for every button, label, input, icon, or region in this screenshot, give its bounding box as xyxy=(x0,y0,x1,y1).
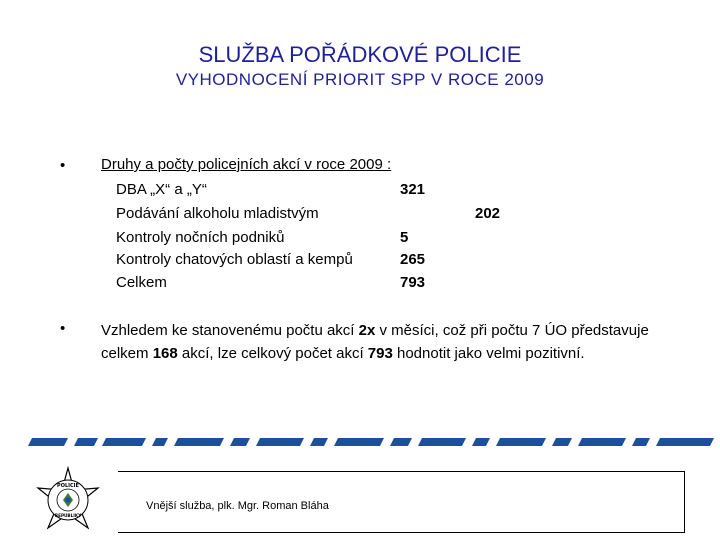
row-value-dba: 321 xyxy=(400,181,426,198)
row-value-camps: 265 xyxy=(400,251,426,268)
bullet-marker: • xyxy=(60,157,66,174)
row-value-night-clubs: 5 xyxy=(400,229,409,246)
page-title: SLUŽBA POŘÁDKOVÉ POLICIE xyxy=(198,42,522,67)
police-badge-logo xyxy=(34,466,102,534)
page-subtitle: VYHODNOCENÍ PRIORIT SPP V ROCE 2009 xyxy=(175,70,545,89)
row-value-total: 793 xyxy=(400,274,426,291)
row-label-camps: Kontroly chatových oblastí a kempů xyxy=(116,251,353,268)
row-label-dba: DBA „X“ a „Y“ xyxy=(116,181,207,198)
row-label-total: Celkem xyxy=(116,274,167,291)
row-label-night-clubs: Kontroly nočních podniků xyxy=(116,229,285,246)
footer-text: Vnější služba, plk. Mgr. Roman Bláha xyxy=(146,500,329,512)
row-label-alcohol: Podávání alkoholu mladistvým xyxy=(116,205,319,222)
bullet-marker: • xyxy=(60,320,66,337)
list-heading: Druhy a počty policejních akcí v roce 2009 : xyxy=(101,156,392,173)
decorative-stripe xyxy=(28,438,714,446)
row-value-alcohol: 202 xyxy=(475,205,501,222)
svg-text:REPUBLIKY: REPUBLIKY xyxy=(54,513,82,518)
evaluation-paragraph: Vzhledem ke stanovenému počtu akcí 2x v měsíci, což při počtu 7 ÚO představuje celkem 168 akcí, lze celkový počet akcí 793 hodnotit jako velmi pozitivní. xyxy=(101,322,649,362)
svg-text:POLICIE: POLICIE xyxy=(57,483,79,489)
